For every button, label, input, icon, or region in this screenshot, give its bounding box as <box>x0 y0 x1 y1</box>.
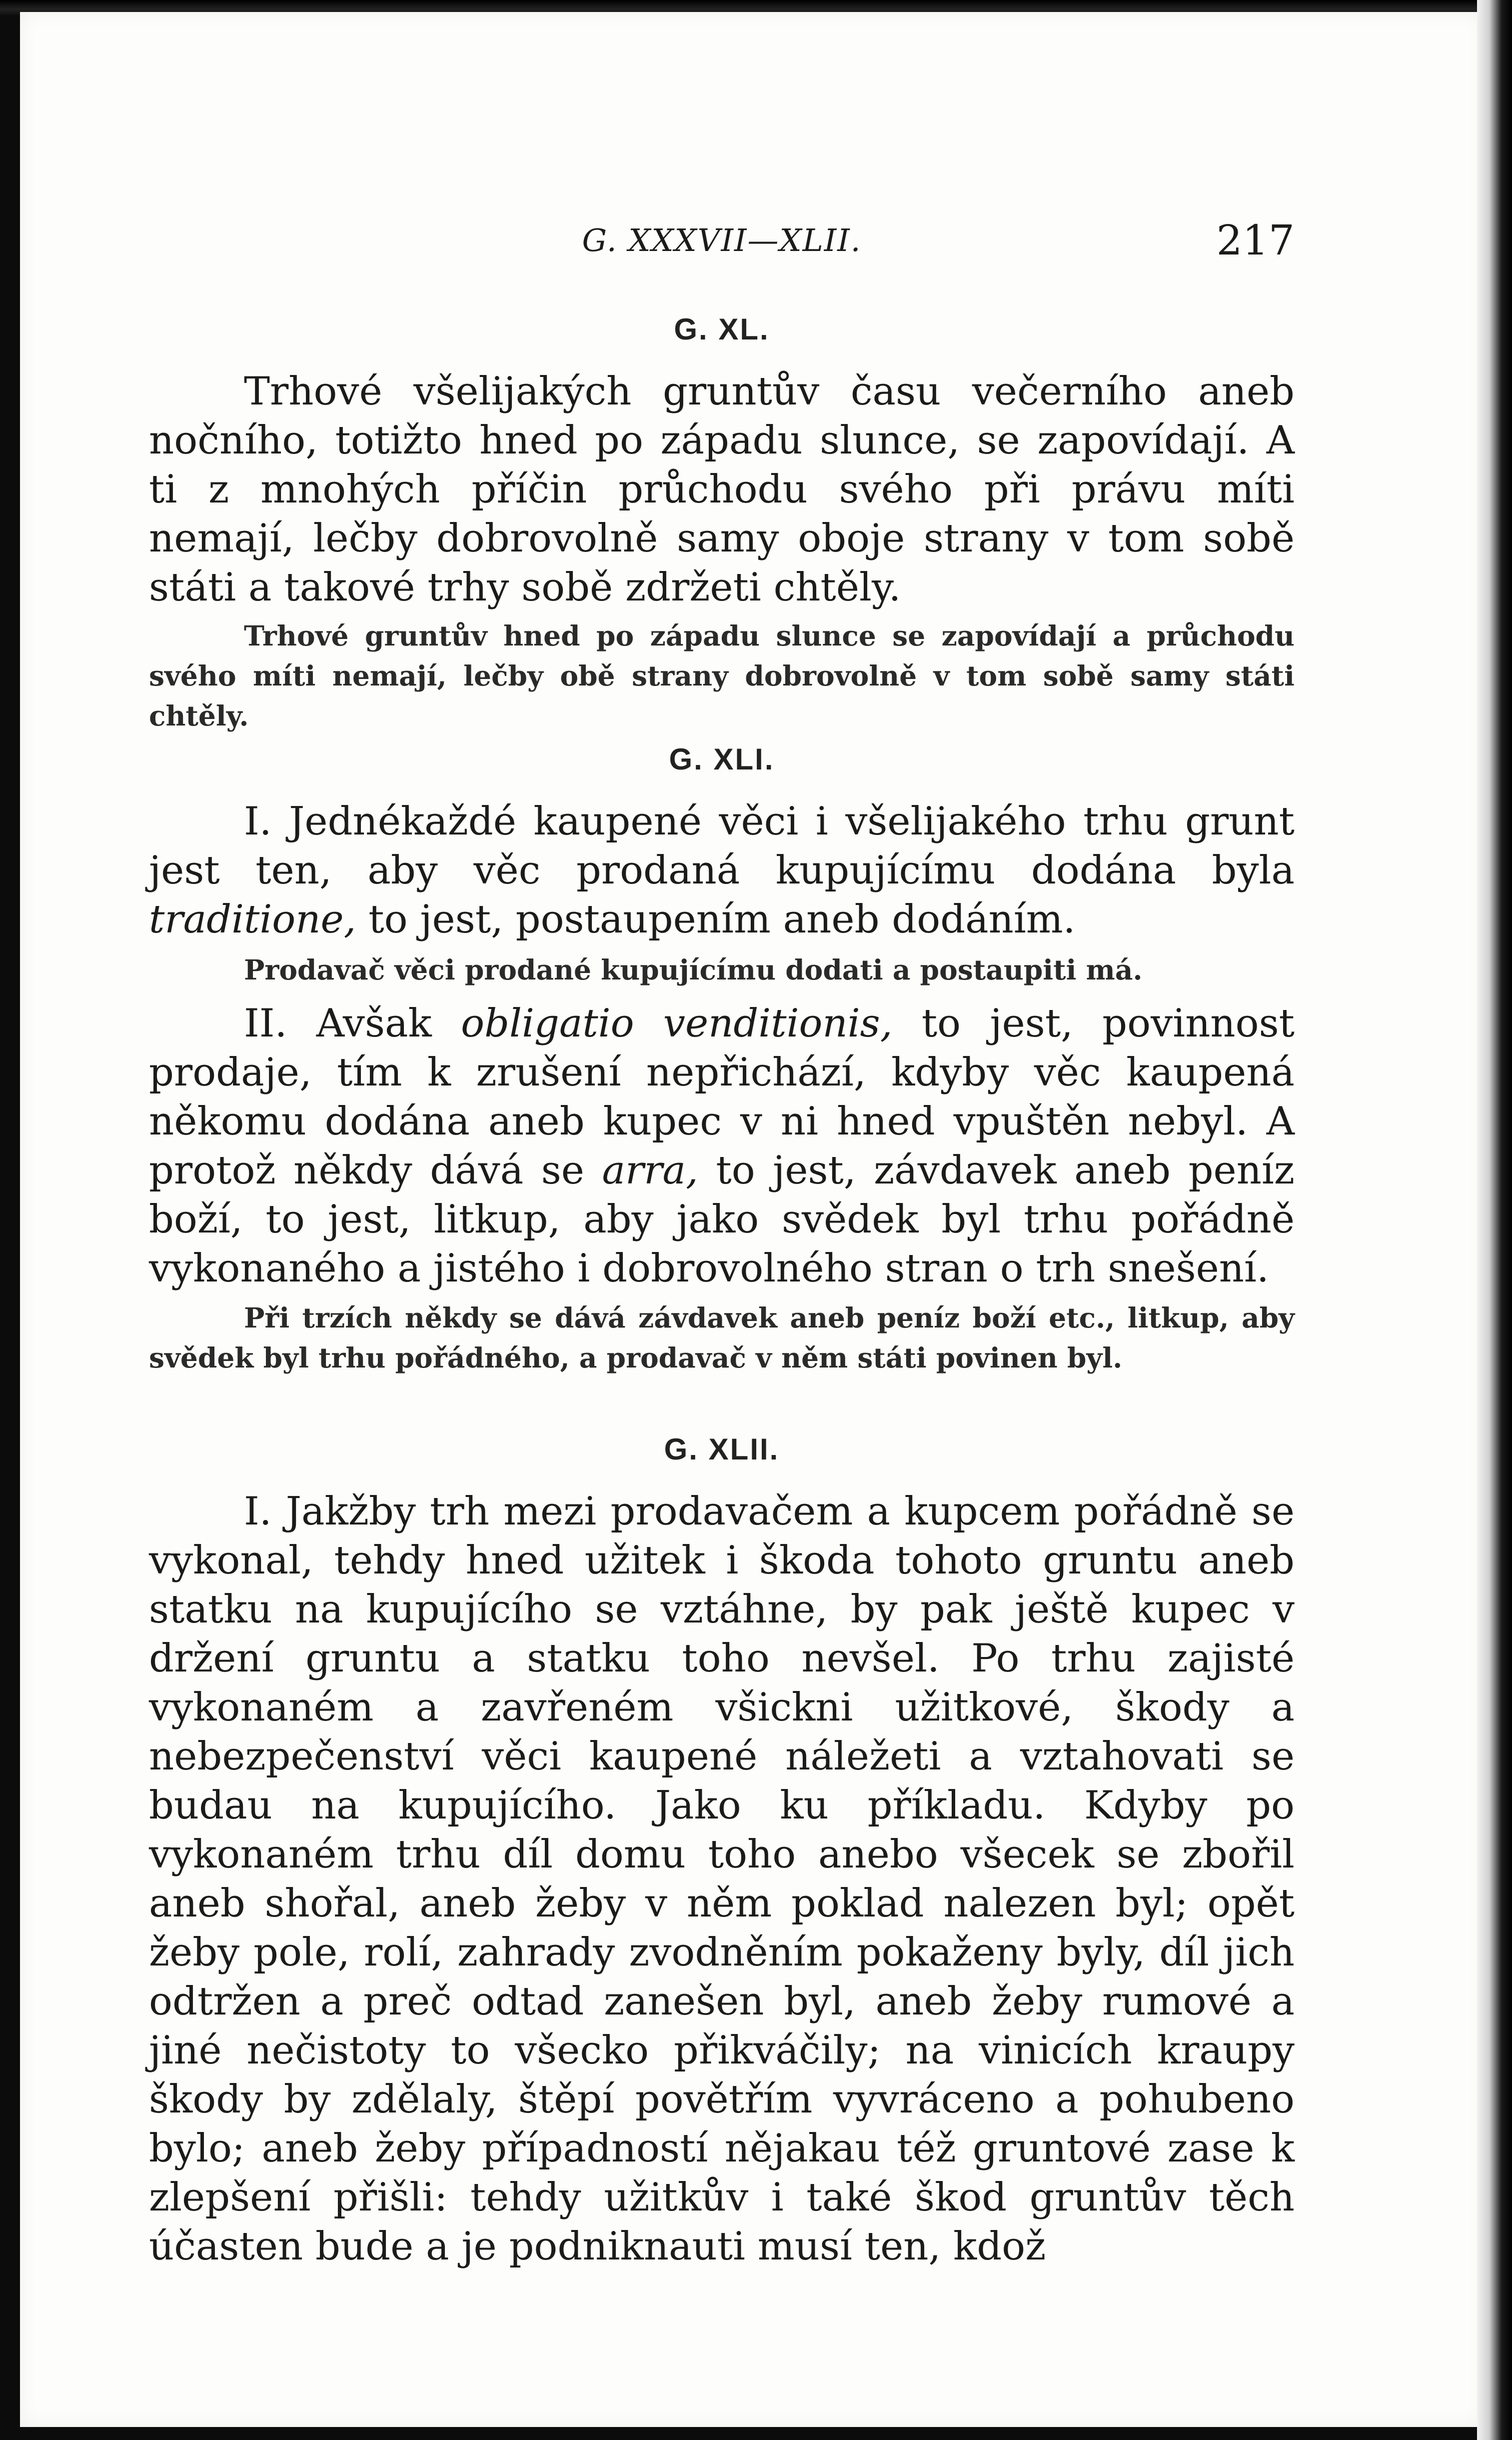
latin-term: obligatio venditionis, <box>461 1001 893 1046</box>
section-xli <box>149 742 1295 1378</box>
scan-right-edge <box>1477 0 1512 2440</box>
section-paragraph: Trhové všelijakých gruntův času večerního aneb nočního, totižto hned po západu slunce, se zapovídají. A ti z mnohých příčin průchodu svého při právu míti nemají, lečby dobrovolně samy oboje strany v tom sobě státi a takové trhy sobě zdržeti chtěly. <box>149 369 1295 610</box>
section-note: Prodavač věci prodané kupujícímu dodati a postaupiti má. <box>244 954 1143 986</box>
section-note: Při trzích někdy se dává závdavek aneb peníz boží etc., litkup, aby svědek byl trhu pořádného, a prodavač v něm státi povinen byl. <box>149 1302 1295 1374</box>
paragraph-text: I. Jednékaždé kaupené věci i všelijakého trhu grunt jest ten, aby věc prodaná kupujícímu dodána byla <box>149 799 1295 893</box>
section-note: Trhové gruntův hned po západu slunce se zapovídají a průchodu svého míti nemají, lečby obě strany dobrovolně v tom sobě samy státi chtěly. <box>149 620 1295 732</box>
running-title: G. XXXVII—XLII. <box>582 222 862 258</box>
paragraph-text: to jest, postaupením aneb dodáním. <box>356 897 1076 942</box>
section-paragraph <box>149 999 1295 1293</box>
section-xl <box>149 312 1295 736</box>
latin-term: traditione, <box>149 897 356 942</box>
latin-term: arra, <box>602 1148 698 1193</box>
section-heading: G. XLII. <box>664 1432 780 1466</box>
paragraph-text: to jest, závdavek aneb peníz boží, to jest, litkup, aby jako svědek byl trhu pořádně vykonaného a jistého i dobrovolného stran o trh snešení. <box>149 1148 1295 1291</box>
page-number: 217 <box>1216 217 1295 264</box>
running-head <box>149 217 1295 272</box>
section-xlii <box>149 1432 1295 2271</box>
section-heading: G. XL. <box>674 312 770 346</box>
paragraph-text: to jest, povinnost prodaje, tím k zrušení nepřichází, kdyby věc kaupená někomu dodána aneb kupec v ni hned vpuštěn nebyl. A protož někdy dává se <box>149 1001 1295 1193</box>
section-paragraph <box>149 797 1295 944</box>
section-paragraph: I. Jakžby trh mezi prodavačem a kupcem pořádně se vykonal, tehdy hned užitek i škoda tohoto gruntu aneb statku na kupujícího se vztáhne, by pak ještě kupec v držení gruntu a statku toho nevšel. Po trhu zajisté vykonaném a zavřeném všickni užitkové, škody a nebezpečenství věci kaupené náležeti a vztahovati se budau na kupujícího. Jako ku příkladu. Kdyby po vykonaném trhu díl domu toho anebo všecek se zbořil aneb shořal, aneb žeby v něm poklad nalezen byl; opět žeby pole, rolí, zahrady zvodněním pokaženy byly, díl jich odtržen a preč odtad zanešen byl, aneb žeby rumové a jiné nečistoty to všecko přikváčily; na vinicích kraupy škody by zdělaly, štěpí povětřím vyvráceno a pohubeno bylo; aneb žeby případností nějakau též gruntové zase k zlepšení přišli: tehdy užitkův i také škod gruntův těch účasten bude a je podniknauti musí ten, kdož <box>149 1489 1295 2269</box>
section-heading: G. XLI. <box>669 742 775 776</box>
paragraph-text: II. Avšak <box>244 1001 461 1046</box>
book-page <box>20 12 1485 2427</box>
